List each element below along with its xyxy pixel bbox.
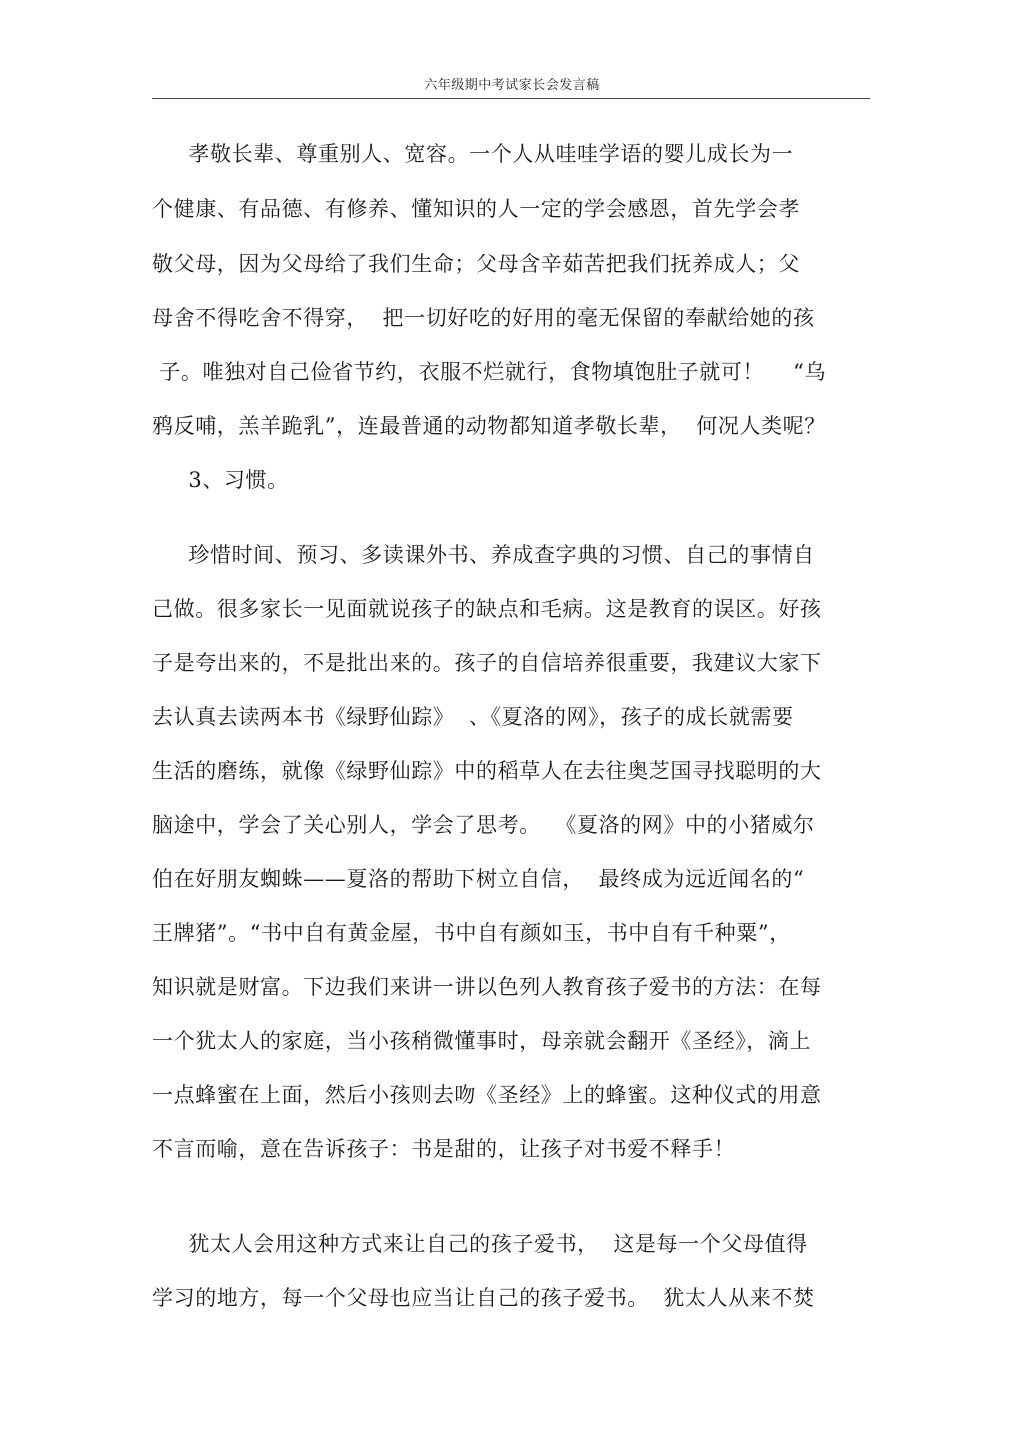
text-line: 脑途中，学会了关心别人，学会了思考。 《夏洛的网》中的小猪威尔 — [152, 813, 815, 837]
text-line: 学习的地方，每一个父母也应当让自己的孩子爱书。 犹太人从来不焚 — [152, 1286, 815, 1310]
text-line: 孝敬长辈、尊重别人、宽容。一个人从哇哇学语的婴儿成长为一 — [152, 142, 794, 166]
text-line: 子是夸出来的，不是批出来的。孩子的自信培养很重要，我建议大家下 — [152, 651, 822, 675]
text-line: 一点蜂蜜在上面，然后小孩则去吻《圣经》上的蜂蜜。这种仪式的用意 — [152, 1083, 822, 1107]
text-line: 个健康、有品德、有修养、懂知识的人一定的学会感恩，首先学会孝 — [152, 197, 800, 221]
text-line: 敬父母，因为父母给了我们生命；父母含辛茹苦把我们抚养成人；父 — [152, 252, 800, 276]
text-line: 珍惜时间、预习、多读课外书、养成查字典的习惯、自己的事情自 — [152, 543, 815, 567]
text-line: 伯在好朋友蜘蛛——夏洛的帮助下树立自信， 最终成为远近闻名的“ — [152, 867, 805, 891]
text-line: 王牌猪”。“书中自有黄金屋，书中自有颜如玉，书中自有千种粟”， — [152, 921, 791, 945]
text-line: 子。唯独对自己俭省节约，衣服不烂就行，食物填饱肚子就可！ “乌 — [152, 360, 827, 384]
text-line: 鸦反哺，羔羊跪乳”，连最普通的动物都知道孝敬长辈， 何况人类呢？ — [152, 414, 826, 438]
text-line: 一个犹太人的家庭，当小孩稍微懂事时，母亲就会翻开《圣经》，滴上 — [152, 1029, 812, 1053]
text-line: 犹太人会用这种方式来让自己的孩子爱书， 这是每一个父母值得 — [152, 1232, 808, 1256]
text-line: 己做。很多家长一见面就说孩子的缺点和毛病。这是教育的误区。好孩 — [152, 597, 822, 621]
header-divider — [152, 98, 870, 99]
text-line: 知识就是财富。下边我们来讲一讲以色列人教育孩子爱书的方法：在每 — [152, 975, 822, 999]
text-line: 母舍不得吃舍不得穿， 把一切好吃的好用的毫无保留的奉献给她的孩 — [152, 306, 815, 330]
text-line: 不言而喻，意在告诉孩子：书是甜的，让孩子对书爱不释手！ — [152, 1137, 736, 1161]
text-line: 去认真去读两本书《绿野仙踪》 、《夏洛的网》，孩子的成长就需要 — [152, 705, 794, 729]
section-heading: 3、习惯。 — [152, 468, 289, 492]
page-header-title: 六年级期中考试家长会发言稿 — [424, 78, 600, 93]
text-line: 生活的磨练，就像《绿野仙踪》中的稻草人在去往奥芝国寻找聪明的大 — [152, 759, 822, 783]
